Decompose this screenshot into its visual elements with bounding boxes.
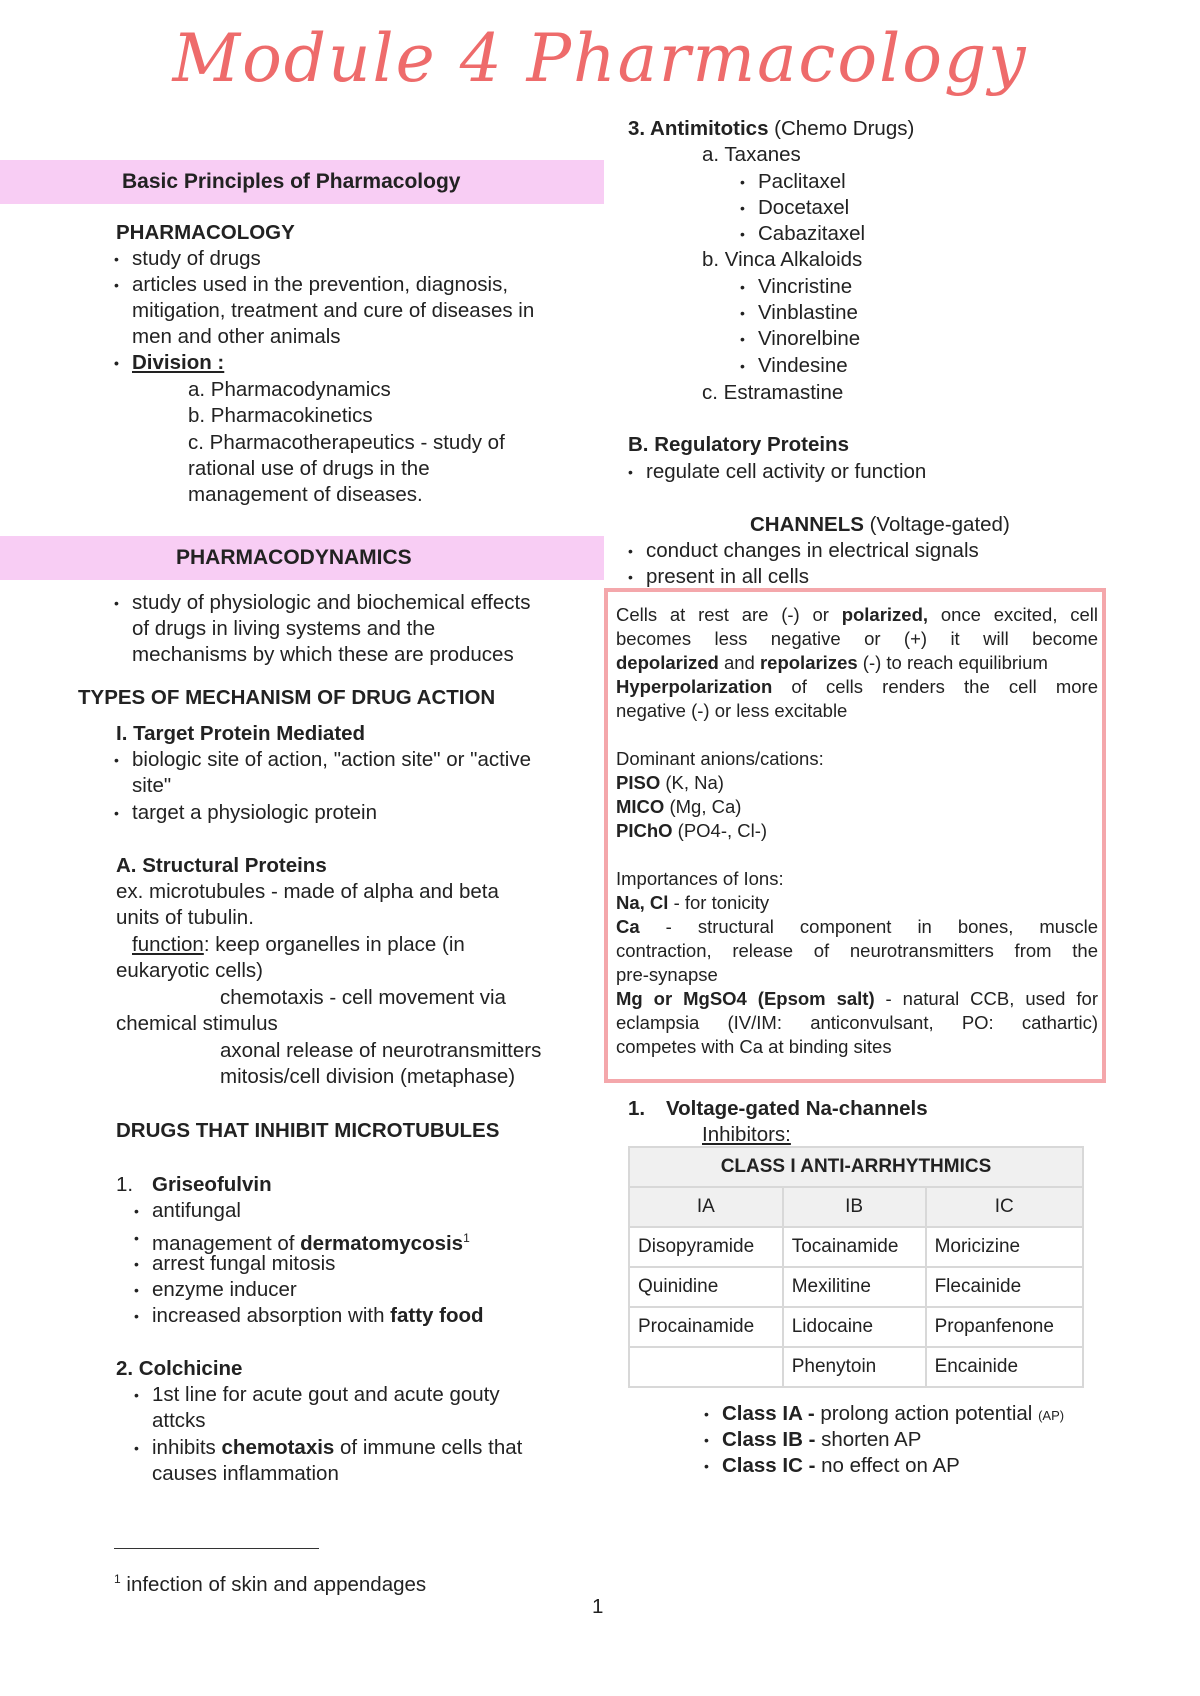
text-line: mitosis/cell division (metaphase) [220,1065,516,1088]
box-line: Dominant anions/cations: [616,748,824,769]
text: (PO4-, Cl-) [672,820,768,841]
footnote-number: 1 [114,1572,121,1586]
text: once excited, cell [928,604,1098,625]
text-bold: Class IC - [722,1454,816,1477]
list-item-cont: men and other animals [132,325,341,348]
box-line: pre-synapse [616,964,718,985]
text-bold: dermatomycosis [300,1231,464,1255]
sub-heading: a. Taxanes [702,143,801,166]
list-item: • Docetaxel [758,195,849,222]
text-bold: Class IA - [722,1402,815,1425]
table-cell: Moricizine [926,1227,1083,1267]
box-line: negative (-) or less excitable [616,700,848,721]
table-cell: Disopyramide [629,1227,783,1267]
list-item [722,1427,921,1454]
division-item-cont: rational use of drugs in the [188,457,430,480]
division-label: • Division : [132,350,224,377]
table-header-cell: IA [629,1187,783,1227]
text: of immune cells that [334,1436,523,1459]
list-item [152,1435,522,1462]
page-title: Module 4 Pharmacology [172,20,1028,97]
box-line [616,819,767,843]
table-header-cell: IB [783,1187,926,1227]
list-item: • Vinorelbine [758,326,860,353]
text: (Voltage-gated) [863,513,1010,536]
structural-proteins-heading: A. Structural Proteins [116,854,327,877]
text: inhibits [152,1436,222,1459]
function-label: function [132,933,204,956]
text: (Mg, Ca) [664,796,742,817]
text: - structural component in bones, muscle [639,916,1098,937]
division-item: b. Pharmacokinetics [188,404,373,427]
anti-arrhythmics-table [628,1146,1084,1388]
text-bold: fatty food [390,1304,484,1327]
box-line [616,795,741,819]
text-bold: PISO [616,772,661,793]
list-item-cont: of drugs in living systems and the [132,617,436,640]
sub-heading: c. Estramastine [702,381,844,404]
list-item: • Vindesine [758,353,848,380]
text: (-) to reach equilibrium [857,652,1048,673]
list-item [722,1401,1064,1430]
text-bold: Mg or MgSO4 (Epsom salt) [616,988,875,1009]
list-item: • articles used in the prevention, diagnosis, [132,272,508,299]
table-cell: Lidocaine [783,1307,926,1347]
list-item: • regulate cell activity or function [646,459,926,486]
table-row [629,1307,1083,1347]
division-item: a. Pharmacodynamics [188,378,391,401]
section-band-pharmacodynamics [0,536,604,580]
target-protein-heading: I. Target Protein Mediated [116,722,366,745]
drugs-inhibit-heading: DRUGS THAT INHIBIT MICROTUBULES [116,1119,500,1142]
text-line: eukaryotic cells) [116,959,263,982]
division-item: c. Pharmacotherapeutics - study of [188,431,505,454]
text: of cells renders the cell more [772,676,1098,697]
footnote [114,1566,426,1598]
text: - for tonicity [668,892,770,913]
box-line: eclampsia (IV/IM: anticonvulsant, PO: cathartic) [616,1012,1098,1033]
text: increased absorption with [152,1304,391,1327]
list-item: • biologic site of action, "action site" or "active [132,747,531,774]
table-cell: Flecainide [926,1267,1083,1307]
box-line: Importances of Ions: [616,868,784,889]
table-header-cell: IC [926,1187,1083,1227]
list-item: • 1st line for acute gout and acute gouty [152,1382,500,1409]
channels-heading [750,512,1010,539]
text: and [718,652,760,673]
antimitotics-heading [628,116,914,143]
function-line [132,932,465,959]
table-cell: Propanfenone [926,1307,1083,1347]
box-line: becomes less negative or (+) it will become [616,628,1098,649]
function-text: : keep organelles in place (in [203,933,465,956]
inhibitors-label: Inhibitors: [702,1123,791,1146]
table-cell: Quinidine [629,1267,783,1307]
box-line [616,771,724,795]
list-item-cont: mitigation, treatment and cure of diseases in [132,299,535,322]
box-line [616,651,1048,675]
table-cell [629,1347,783,1387]
drug-name: 2. Colchicine [116,1357,243,1380]
text-bold: polarized, [841,604,929,625]
table-row [629,1267,1083,1307]
footnote-text: infection of skin and appendages [126,1572,427,1596]
text-bold: depolarized [616,652,719,673]
list-item: • conduct changes in electrical signals [646,538,979,565]
text-line: chemical stimulus [116,1012,278,1035]
text-bold: chemotaxis [221,1436,335,1459]
list-item: • Paclitaxel [758,169,846,196]
table-cell: Phenytoin [783,1347,926,1387]
table-row [629,1347,1083,1387]
list-item: • Cabazitaxel [758,221,865,248]
table-cell: Procainamide [629,1307,783,1347]
division-item-cont: management of diseases. [188,483,423,506]
section-band-basic-principles [0,160,604,204]
list-number: 1. [628,1097,646,1120]
text-bold: MICO [616,796,665,817]
list-item-cont: site" [132,774,172,797]
list-item: • target a physiologic protein [132,800,377,827]
text-bold: PIChO [616,820,673,841]
list-item: • Vincristine [758,274,852,301]
table-cell: Mexilitine [783,1267,926,1307]
box-line [616,987,1098,1011]
list-item-cont: causes inflammation [152,1462,339,1485]
text-bold: CHANNELS [750,513,864,536]
text-line: axonal release of neurotransmitters [220,1039,542,1062]
text-bold: Ca [616,916,640,937]
text-line: units of tubulin. [116,906,254,929]
list-item: • study of physiologic and biochemical effects [132,590,530,617]
text: (Chemo Drugs) [768,117,915,140]
text-bold: repolarizes [759,652,858,673]
text: shorten AP [815,1428,922,1451]
list-item [152,1303,484,1330]
list-item: • Vinblastine [758,300,858,327]
box-line [616,675,1098,699]
box-line: competes with Ca at binding sites [616,1036,892,1057]
box-line [616,603,1098,627]
drug-name: Griseofulvin [152,1173,272,1196]
text-line: ex. microtubules - made of alpha and beta [116,880,499,903]
text-bold: Class IB - [722,1428,816,1451]
pharmacology-heading: PHARMACOLOGY [116,221,295,244]
box-line: contraction, release of neurotransmitters from the [616,940,1098,961]
list-item: • study of drugs [132,246,261,273]
list-number: 1. [116,1173,134,1196]
list-item: • arrest fungal mitosis [152,1251,335,1278]
table-row [629,1227,1083,1267]
page-number: 1 [592,1595,604,1618]
text: management of [152,1231,301,1255]
text: no effect on AP [815,1454,960,1477]
list-item-cont: mechanisms by which these are produces [132,643,514,666]
types-heading: TYPES OF MECHANISM OF DRUG ACTION [78,686,496,709]
table-cell: Tocainamide [783,1227,926,1267]
section-title: Basic Principles of Pharmacology [122,170,461,193]
list-item [722,1453,960,1480]
text-bold: Na, Cl [616,892,669,913]
text: prolong action potential [814,1402,1039,1425]
footnote-rule [114,1548,319,1549]
list-item-cont: attcks [152,1409,206,1432]
text-small: (AP) [1038,1408,1065,1423]
list-item: • antifungal [152,1198,241,1225]
text-line: chemotaxis - cell movement via [220,986,506,1009]
footnote-ref: 1 [463,1231,470,1245]
list-item: • enzyme inducer [152,1277,297,1304]
text: - natural CCB, used for [874,988,1098,1009]
table-title: CLASS I ANTI-ARRHYTHMICS [629,1147,1083,1187]
text: Cells at rest are (-) or [616,604,842,625]
sub-heading: b. Vinca Alkaloids [702,248,863,271]
box-line [616,915,1098,939]
text: (K, Na) [660,772,724,793]
section-title: PHARMACODYNAMICS [176,546,412,569]
list-item: • present in all cells [646,564,809,591]
regulatory-heading: B. Regulatory Proteins [628,433,849,456]
text-bold: 3. Antimitotics [628,117,769,140]
text-bold: Hyperpolarization [616,676,773,697]
table-cell: Encainide [926,1347,1083,1387]
box-line [616,891,769,915]
voltage-gated-heading: Voltage-gated Na-channels [666,1097,928,1120]
